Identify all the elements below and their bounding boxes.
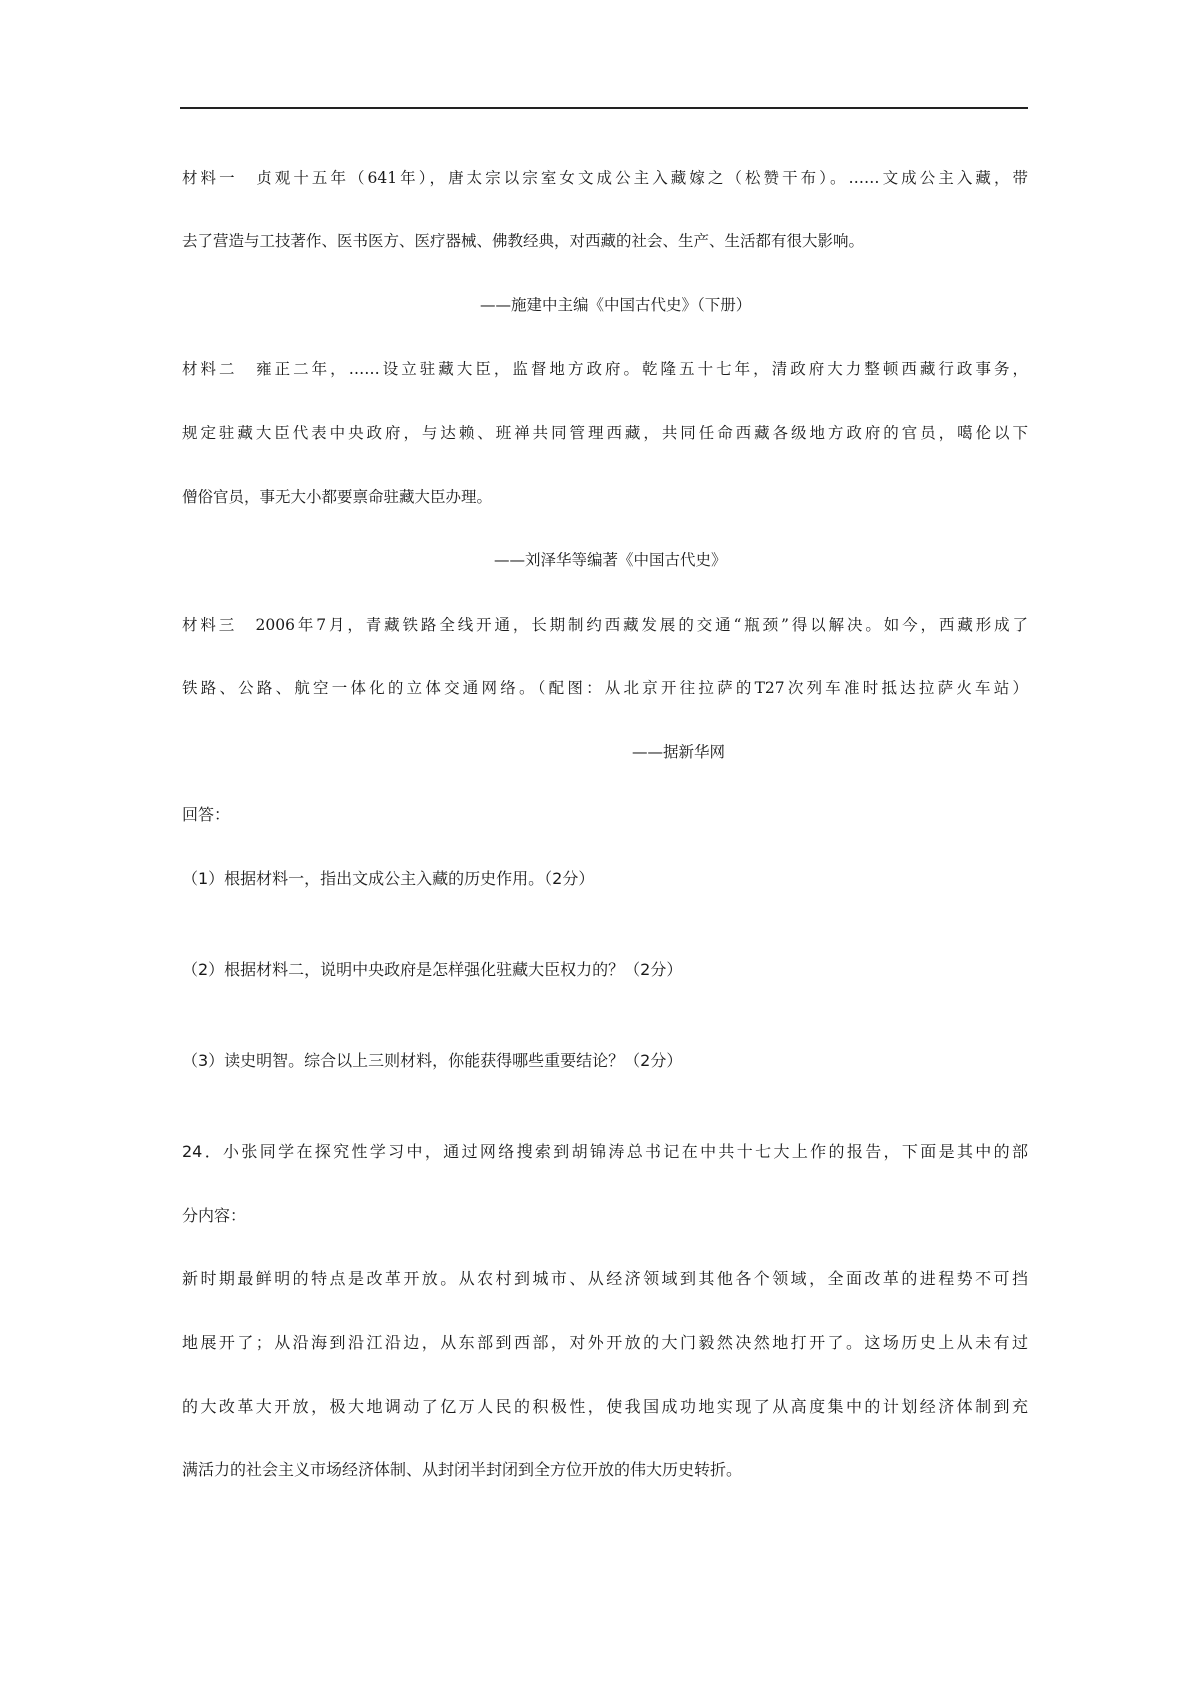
question-1: （1）根据材料一，指出文成公主入藏的历史作用。（2分）	[182, 869, 595, 888]
material-1-line-2: 去了营造与工技著作、医书医方、医疗器械、佛教经典，对西藏的社会、生产、生活都有很大影响。	[182, 232, 865, 250]
q24-passage-line-3: 的大改革大开放，极大地调动了亿万人民的积极性，使我国成功地实现了从高度集中的计划经济体制到充	[182, 1397, 1028, 1416]
material-3-source: ——据新华网	[632, 743, 726, 761]
answer-label: 回答：	[182, 805, 231, 824]
material-3-line-1: 材料三 2006年7月，青藏铁路全线开通，长期制约西藏发展的交通“瓶颈”得以解决。如今，西藏形成了	[182, 616, 1028, 634]
material-1-source: ——施建中主编《中国古代史》（下册）	[480, 296, 752, 314]
material-1-line-1: 材料一 贞观十五年（641年），唐太宗以宗室女文成公主入藏嫁之（松赞干布）。……文成公主入藏，带	[182, 169, 1028, 187]
material-2-source: ——刘泽华等编著《中国古代史》	[494, 551, 727, 569]
material-2-line-3: 僧俗官员，事无大小都要禀命驻藏大臣办理。	[182, 488, 493, 506]
question-24-line-2: 分内容：	[182, 1206, 247, 1225]
material-2-line-1: 材料二 雍正二年，……设立驻藏大臣，监督地方政府。乾隆五十七年，清政府大力整顿西藏行政事务，	[182, 360, 1028, 378]
question-24-line-1: 24．小张同学在探究性学习中，通过网络搜索到胡锦涛总书记在中共十七大上作的报告，下面是其中的部	[182, 1142, 1028, 1161]
header-rule	[180, 107, 1028, 109]
question-3: （3）读史明智。综合以上三则材料，你能获得哪些重要结论？（2分）	[182, 1051, 683, 1070]
q24-passage-line-1: 新时期最鲜明的特点是改革开放。从农村到城市、从经济领域到其他各个领域，全面改革的进程势不可挡	[182, 1269, 1028, 1288]
q24-passage-line-4: 满活力的社会主义市场经济体制、从封闭半封闭到全方位开放的伟大历史转折。	[182, 1460, 743, 1479]
material-2-line-2: 规定驻藏大臣代表中央政府，与达赖、班禅共同管理西藏，共同任命西藏各级地方政府的官员，噶伦以下	[182, 424, 1028, 442]
question-2: （2）根据材料二，说明中央政府是怎样强化驻藏大臣权力的？（2分）	[182, 960, 683, 979]
q24-passage-line-2: 地展开了；从沿海到沿江沿边，从东部到西部，对外开放的大门毅然决然地打开了。这场历史上从未有过	[182, 1333, 1028, 1352]
material-3-line-2: 铁路、公路、航空一体化的立体交通网络。（配图：从北京开往拉萨的T27次列车准时抵达拉萨火车站）	[182, 679, 1028, 697]
